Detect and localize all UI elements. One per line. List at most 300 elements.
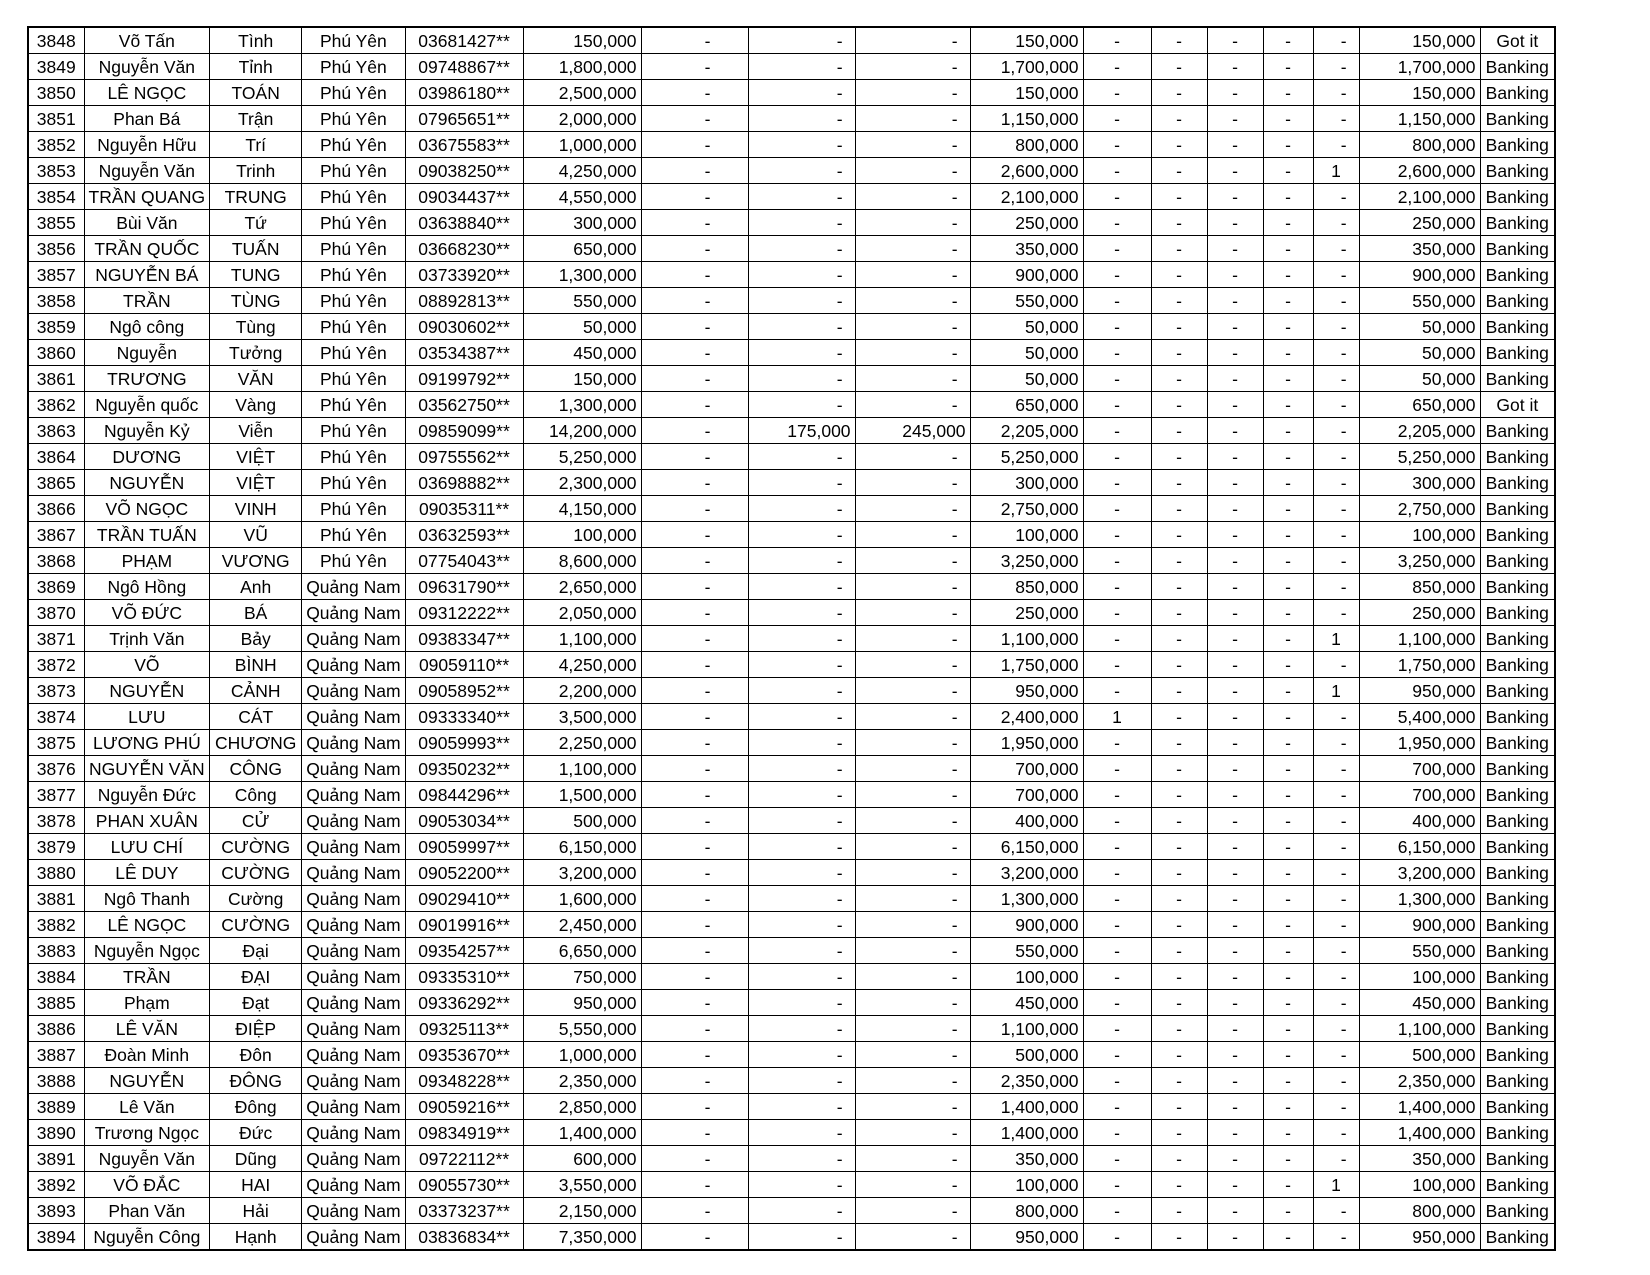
- cell-ho-dem: VÕ: [84, 652, 210, 678]
- cell-ten: BÁ: [210, 600, 302, 626]
- table-row: [28, 288, 1555, 314]
- cell-cot-13: -: [1207, 1172, 1263, 1198]
- cell-ho-dem: Nguyễn Văn: [84, 54, 210, 80]
- cell-sdt: 09336292**: [405, 990, 523, 1016]
- cell-tinh: Phú Yên: [302, 236, 405, 262]
- cell-cot-12: -: [1151, 1224, 1207, 1251]
- cell-cot-7: -: [641, 1224, 748, 1251]
- cell-cot-11: -: [1083, 652, 1151, 678]
- cell-ho-dem: Nguyễn Đức: [84, 782, 210, 808]
- cell-ten: CÁT: [210, 704, 302, 730]
- cell-so-tien-2: 1,100,000: [970, 1016, 1083, 1042]
- cell-cot-15: -: [1313, 496, 1359, 522]
- cell-tinh: Phú Yên: [302, 444, 405, 470]
- table-row: [28, 184, 1555, 210]
- cell-cot-14: -: [1263, 574, 1313, 600]
- cell-tong: 1,100,000: [1359, 1016, 1480, 1042]
- cell-cot-8: -: [748, 730, 855, 756]
- cell-cot-15: -: [1313, 990, 1359, 1016]
- cell-so-tien-2: 700,000: [970, 782, 1083, 808]
- cell-hinh-thuc: Banking: [1480, 314, 1555, 340]
- cell-ten: CƯỜNG: [210, 834, 302, 860]
- cell-sdt: 03675583**: [405, 132, 523, 158]
- cell-cot-13: -: [1207, 444, 1263, 470]
- cell-cot-14: -: [1263, 1172, 1313, 1198]
- table-row: [28, 782, 1555, 808]
- cell-stt: 3869: [28, 574, 84, 600]
- cell-cot-15: -: [1313, 834, 1359, 860]
- cell-stt: 3868: [28, 548, 84, 574]
- cell-so-tien-2: 100,000: [970, 964, 1083, 990]
- cell-ho-dem: Nguyễn Công: [84, 1224, 210, 1251]
- cell-tinh: Quảng Nam: [302, 912, 405, 938]
- cell-tinh: Quảng Nam: [302, 1198, 405, 1224]
- table-row: [28, 548, 1555, 574]
- cell-cot-7: -: [641, 1146, 748, 1172]
- cell-cot-12: -: [1151, 184, 1207, 210]
- cell-ho-dem: NGUYỄN: [84, 1068, 210, 1094]
- cell-cot-15: -: [1313, 340, 1359, 366]
- cell-ten: Tùng: [210, 314, 302, 340]
- cell-tong: 2,205,000: [1359, 418, 1480, 444]
- cell-cot-7: -: [641, 1016, 748, 1042]
- cell-cot-12: -: [1151, 522, 1207, 548]
- cell-ten: Trận: [210, 106, 302, 132]
- cell-stt: 3872: [28, 652, 84, 678]
- cell-so-tien-2: 150,000: [970, 27, 1083, 54]
- table-row: [28, 834, 1555, 860]
- cell-tinh: Phú Yên: [302, 80, 405, 106]
- cell-sdt: 03562750**: [405, 392, 523, 418]
- cell-cot-7: -: [641, 80, 748, 106]
- cell-cot-7: -: [641, 1120, 748, 1146]
- cell-so-tien-2: 900,000: [970, 262, 1083, 288]
- cell-tinh: Phú Yên: [302, 27, 405, 54]
- cell-cot-9: -: [855, 80, 970, 106]
- cell-cot-15: -: [1313, 782, 1359, 808]
- cell-stt: 3894: [28, 1224, 84, 1251]
- cell-cot-9: -: [855, 626, 970, 652]
- cell-ho-dem: NGUYỄN: [84, 470, 210, 496]
- cell-cot-9: -: [855, 1068, 970, 1094]
- cell-ten: Trinh: [210, 158, 302, 184]
- cell-hinh-thuc: Banking: [1480, 652, 1555, 678]
- cell-so-tien-1: 5,250,000: [523, 444, 641, 470]
- cell-cot-11: -: [1083, 1016, 1151, 1042]
- cell-tong: 700,000: [1359, 756, 1480, 782]
- cell-cot-7: -: [641, 132, 748, 158]
- cell-cot-9: -: [855, 158, 970, 184]
- cell-hinh-thuc: Banking: [1480, 340, 1555, 366]
- cell-cot-11: -: [1083, 158, 1151, 184]
- cell-tong: 1,950,000: [1359, 730, 1480, 756]
- cell-ho-dem: LƯU CHÍ: [84, 834, 210, 860]
- cell-sdt: 03638840**: [405, 210, 523, 236]
- cell-cot-12: -: [1151, 158, 1207, 184]
- cell-so-tien-2: 5,250,000: [970, 444, 1083, 470]
- cell-cot-13: -: [1207, 1094, 1263, 1120]
- cell-cot-8: -: [748, 1172, 855, 1198]
- cell-cot-15: -: [1313, 912, 1359, 938]
- cell-ho-dem: LÊ DUY: [84, 860, 210, 886]
- cell-hinh-thuc: Banking: [1480, 834, 1555, 860]
- table-row: [28, 158, 1555, 184]
- cell-stt: 3858: [28, 288, 84, 314]
- table-row: [28, 1016, 1555, 1042]
- cell-cot-14: -: [1263, 522, 1313, 548]
- cell-cot-7: -: [641, 418, 748, 444]
- cell-so-tien-1: 8,600,000: [523, 548, 641, 574]
- cell-cot-7: -: [641, 756, 748, 782]
- cell-sdt: 09844296**: [405, 782, 523, 808]
- cell-so-tien-2: 350,000: [970, 236, 1083, 262]
- cell-stt: 3893: [28, 1198, 84, 1224]
- cell-so-tien-2: 2,750,000: [970, 496, 1083, 522]
- cell-cot-15: -: [1313, 600, 1359, 626]
- cell-hinh-thuc: Banking: [1480, 288, 1555, 314]
- cell-sdt: 09312222**: [405, 600, 523, 626]
- table-row: [28, 54, 1555, 80]
- cell-cot-12: -: [1151, 314, 1207, 340]
- cell-ho-dem: NGUYỄN VĂN: [84, 756, 210, 782]
- cell-tong: 2,350,000: [1359, 1068, 1480, 1094]
- cell-cot-14: -: [1263, 652, 1313, 678]
- cell-sdt: 07754043**: [405, 548, 523, 574]
- cell-cot-15: 1: [1313, 1172, 1359, 1198]
- cell-cot-7: -: [641, 808, 748, 834]
- cell-cot-8: -: [748, 1146, 855, 1172]
- cell-cot-9: -: [855, 184, 970, 210]
- cell-cot-14: -: [1263, 1016, 1313, 1042]
- cell-cot-11: -: [1083, 132, 1151, 158]
- cell-cot-12: -: [1151, 834, 1207, 860]
- cell-stt: 3880: [28, 860, 84, 886]
- cell-cot-14: -: [1263, 158, 1313, 184]
- cell-cot-11: -: [1083, 912, 1151, 938]
- cell-cot-14: -: [1263, 756, 1313, 782]
- cell-cot-8: -: [748, 600, 855, 626]
- cell-ten: Tỉnh: [210, 54, 302, 80]
- table-row: [28, 314, 1555, 340]
- table-row: [28, 730, 1555, 756]
- cell-cot-9: -: [855, 912, 970, 938]
- cell-so-tien-1: 4,250,000: [523, 652, 641, 678]
- cell-hinh-thuc: Banking: [1480, 1016, 1555, 1042]
- cell-cot-11: -: [1083, 1172, 1151, 1198]
- cell-hinh-thuc: Banking: [1480, 782, 1555, 808]
- cell-cot-9: -: [855, 1146, 970, 1172]
- cell-sdt: 09053034**: [405, 808, 523, 834]
- cell-hinh-thuc: Banking: [1480, 1094, 1555, 1120]
- cell-cot-11: -: [1083, 1146, 1151, 1172]
- cell-cot-12: -: [1151, 210, 1207, 236]
- cell-cot-14: -: [1263, 1068, 1313, 1094]
- cell-ho-dem: LƯU: [84, 704, 210, 730]
- cell-so-tien-1: 3,550,000: [523, 1172, 641, 1198]
- cell-ho-dem: VÕ ĐẮC: [84, 1172, 210, 1198]
- cell-cot-15: -: [1313, 418, 1359, 444]
- cell-ten: Tưởng: [210, 340, 302, 366]
- cell-hinh-thuc: Banking: [1480, 600, 1555, 626]
- cell-so-tien-2: 2,205,000: [970, 418, 1083, 444]
- cell-so-tien-1: 1,300,000: [523, 262, 641, 288]
- cell-tong: 800,000: [1359, 1198, 1480, 1224]
- cell-hinh-thuc: Banking: [1480, 470, 1555, 496]
- cell-so-tien-2: 400,000: [970, 808, 1083, 834]
- table-row: [28, 1120, 1555, 1146]
- cell-cot-14: -: [1263, 1146, 1313, 1172]
- cell-cot-12: -: [1151, 730, 1207, 756]
- cell-tong: 1,750,000: [1359, 652, 1480, 678]
- cell-cot-8: -: [748, 886, 855, 912]
- cell-cot-11: -: [1083, 600, 1151, 626]
- cell-hinh-thuc: Banking: [1480, 210, 1555, 236]
- cell-cot-9: -: [855, 340, 970, 366]
- table-row: [28, 392, 1555, 418]
- cell-cot-13: -: [1207, 964, 1263, 990]
- cell-so-tien-1: 3,200,000: [523, 860, 641, 886]
- cell-cot-7: -: [641, 470, 748, 496]
- cell-cot-7: -: [641, 1042, 748, 1068]
- cell-hinh-thuc: Banking: [1480, 860, 1555, 886]
- cell-cot-14: -: [1263, 834, 1313, 860]
- cell-stt: 3877: [28, 782, 84, 808]
- cell-ten: Đông: [210, 1094, 302, 1120]
- cell-ten: Trí: [210, 132, 302, 158]
- cell-so-tien-2: 800,000: [970, 132, 1083, 158]
- cell-cot-15: -: [1313, 470, 1359, 496]
- cell-cot-15: -: [1313, 54, 1359, 80]
- data-table: [27, 26, 1556, 1251]
- table-row: [28, 27, 1555, 54]
- cell-cot-7: -: [641, 730, 748, 756]
- cell-so-tien-1: 50,000: [523, 314, 641, 340]
- cell-cot-11: -: [1083, 886, 1151, 912]
- cell-cot-13: -: [1207, 678, 1263, 704]
- cell-cot-13: -: [1207, 392, 1263, 418]
- cell-tinh: Quảng Nam: [302, 626, 405, 652]
- cell-cot-13: -: [1207, 80, 1263, 106]
- cell-sdt: 09035311**: [405, 496, 523, 522]
- cell-cot-11: -: [1083, 80, 1151, 106]
- cell-stt: 3892: [28, 1172, 84, 1198]
- cell-cot-7: -: [641, 626, 748, 652]
- cell-cot-7: -: [641, 678, 748, 704]
- cell-stt: 3870: [28, 600, 84, 626]
- cell-cot-9: -: [855, 210, 970, 236]
- cell-so-tien-2: 950,000: [970, 678, 1083, 704]
- cell-cot-8: -: [748, 80, 855, 106]
- table-row: [28, 418, 1555, 444]
- cell-cot-15: -: [1313, 132, 1359, 158]
- cell-ho-dem: Nguyễn Hữu: [84, 132, 210, 158]
- cell-tong: 500,000: [1359, 1042, 1480, 1068]
- cell-tong: 1,400,000: [1359, 1094, 1480, 1120]
- cell-ten: VIỆT: [210, 444, 302, 470]
- cell-sdt: 09058952**: [405, 678, 523, 704]
- cell-hinh-thuc: Banking: [1480, 964, 1555, 990]
- cell-cot-12: -: [1151, 1094, 1207, 1120]
- cell-cot-11: -: [1083, 522, 1151, 548]
- cell-tong: 450,000: [1359, 990, 1480, 1016]
- cell-cot-9: -: [855, 106, 970, 132]
- cell-ho-dem: Đoàn Minh: [84, 1042, 210, 1068]
- cell-cot-8: -: [748, 158, 855, 184]
- cell-hinh-thuc: Banking: [1480, 184, 1555, 210]
- cell-cot-8: -: [748, 626, 855, 652]
- cell-tinh: Quảng Nam: [302, 1224, 405, 1251]
- cell-tong: 400,000: [1359, 808, 1480, 834]
- cell-tinh: Quảng Nam: [302, 1120, 405, 1146]
- cell-cot-8: -: [748, 314, 855, 340]
- cell-so-tien-1: 5,550,000: [523, 1016, 641, 1042]
- cell-so-tien-2: 1,150,000: [970, 106, 1083, 132]
- cell-cot-14: -: [1263, 54, 1313, 80]
- cell-cot-7: -: [641, 54, 748, 80]
- cell-cot-9: -: [855, 730, 970, 756]
- cell-ten: Hải: [210, 1198, 302, 1224]
- table-row: [28, 236, 1555, 262]
- cell-ho-dem: DƯƠNG: [84, 444, 210, 470]
- cell-tong: 950,000: [1359, 1224, 1480, 1251]
- cell-so-tien-1: 2,350,000: [523, 1068, 641, 1094]
- cell-ten: VINH: [210, 496, 302, 522]
- cell-cot-14: -: [1263, 27, 1313, 54]
- cell-cot-13: -: [1207, 184, 1263, 210]
- cell-ten: ĐÔNG: [210, 1068, 302, 1094]
- cell-so-tien-2: 50,000: [970, 340, 1083, 366]
- cell-cot-12: -: [1151, 756, 1207, 782]
- cell-cot-7: -: [641, 314, 748, 340]
- cell-cot-14: -: [1263, 314, 1313, 340]
- cell-ten: VŨ: [210, 522, 302, 548]
- cell-cot-15: -: [1313, 756, 1359, 782]
- table-row: [28, 912, 1555, 938]
- cell-tinh: Quảng Nam: [302, 808, 405, 834]
- cell-ho-dem: Nguyễn: [84, 340, 210, 366]
- cell-ho-dem: TRẦN QUỐC: [84, 236, 210, 262]
- cell-hinh-thuc: Banking: [1480, 1172, 1555, 1198]
- cell-cot-14: -: [1263, 808, 1313, 834]
- cell-cot-11: -: [1083, 470, 1151, 496]
- cell-cot-9: -: [855, 444, 970, 470]
- cell-cot-11: -: [1083, 54, 1151, 80]
- cell-so-tien-1: 450,000: [523, 340, 641, 366]
- cell-cot-12: -: [1151, 340, 1207, 366]
- cell-tinh: Phú Yên: [302, 340, 405, 366]
- cell-cot-12: -: [1151, 600, 1207, 626]
- cell-sdt: 09325113**: [405, 1016, 523, 1042]
- cell-cot-13: -: [1207, 522, 1263, 548]
- cell-sdt: 09059993**: [405, 730, 523, 756]
- cell-tinh: Quảng Nam: [302, 886, 405, 912]
- cell-cot-15: -: [1313, 522, 1359, 548]
- cell-cot-12: -: [1151, 1042, 1207, 1068]
- cell-hinh-thuc: Banking: [1480, 574, 1555, 600]
- cell-cot-14: -: [1263, 964, 1313, 990]
- table-row: [28, 1146, 1555, 1172]
- cell-cot-15: -: [1313, 262, 1359, 288]
- cell-cot-7: -: [641, 1094, 748, 1120]
- cell-ho-dem: Bùi Văn: [84, 210, 210, 236]
- cell-tinh: Phú Yên: [302, 184, 405, 210]
- cell-sdt: 03632593**: [405, 522, 523, 548]
- cell-cot-12: -: [1151, 678, 1207, 704]
- cell-cot-9: -: [855, 470, 970, 496]
- cell-so-tien-1: 550,000: [523, 288, 641, 314]
- cell-cot-8: -: [748, 184, 855, 210]
- cell-cot-11: -: [1083, 236, 1151, 262]
- cell-ten: ĐẠI: [210, 964, 302, 990]
- cell-ten: Dũng: [210, 1146, 302, 1172]
- cell-cot-9: -: [855, 938, 970, 964]
- cell-cot-15: -: [1313, 236, 1359, 262]
- cell-cot-15: -: [1313, 288, 1359, 314]
- table-row: [28, 210, 1555, 236]
- cell-stt: 3887: [28, 1042, 84, 1068]
- cell-cot-11: -: [1083, 106, 1151, 132]
- cell-cot-8: -: [748, 1068, 855, 1094]
- cell-cot-12: -: [1151, 444, 1207, 470]
- cell-cot-8: -: [748, 834, 855, 860]
- cell-stt: 3865: [28, 470, 84, 496]
- cell-ho-dem: TRẦN: [84, 288, 210, 314]
- cell-sdt: 03698882**: [405, 470, 523, 496]
- cell-cot-13: -: [1207, 496, 1263, 522]
- cell-so-tien-1: 14,200,000: [523, 418, 641, 444]
- table-row: [28, 1068, 1555, 1094]
- cell-cot-7: -: [641, 106, 748, 132]
- cell-cot-11: -: [1083, 1094, 1151, 1120]
- cell-cot-9: -: [855, 522, 970, 548]
- cell-cot-7: -: [641, 782, 748, 808]
- cell-sdt: 09350232**: [405, 756, 523, 782]
- cell-cot-13: -: [1207, 158, 1263, 184]
- table-row: [28, 1198, 1555, 1224]
- cell-sdt: 03836834**: [405, 1224, 523, 1251]
- cell-cot-15: -: [1313, 548, 1359, 574]
- cell-cot-8: -: [748, 27, 855, 54]
- cell-cot-8: -: [748, 860, 855, 886]
- cell-tong: 150,000: [1359, 80, 1480, 106]
- cell-tinh: Quảng Nam: [302, 938, 405, 964]
- cell-cot-15: -: [1313, 886, 1359, 912]
- cell-cot-11: -: [1083, 756, 1151, 782]
- cell-tinh: Quảng Nam: [302, 860, 405, 886]
- cell-tong: 100,000: [1359, 964, 1480, 990]
- cell-stt: 3879: [28, 834, 84, 860]
- table-row: [28, 652, 1555, 678]
- cell-tong: 700,000: [1359, 782, 1480, 808]
- cell-ten: TÙNG: [210, 288, 302, 314]
- cell-cot-14: -: [1263, 938, 1313, 964]
- cell-cot-13: -: [1207, 262, 1263, 288]
- cell-so-tien-2: 3,250,000: [970, 548, 1083, 574]
- cell-cot-8: -: [748, 704, 855, 730]
- cell-cot-8: -: [748, 756, 855, 782]
- cell-cot-7: -: [641, 340, 748, 366]
- cell-cot-15: -: [1313, 938, 1359, 964]
- cell-tinh: Quảng Nam: [302, 1172, 405, 1198]
- cell-sdt: 09034437**: [405, 184, 523, 210]
- table-row: [28, 80, 1555, 106]
- cell-cot-8: -: [748, 782, 855, 808]
- cell-hinh-thuc: Banking: [1480, 1120, 1555, 1146]
- cell-cot-15: -: [1313, 1016, 1359, 1042]
- cell-cot-13: -: [1207, 626, 1263, 652]
- cell-ten: CHƯƠNG: [210, 730, 302, 756]
- cell-so-tien-1: 750,000: [523, 964, 641, 990]
